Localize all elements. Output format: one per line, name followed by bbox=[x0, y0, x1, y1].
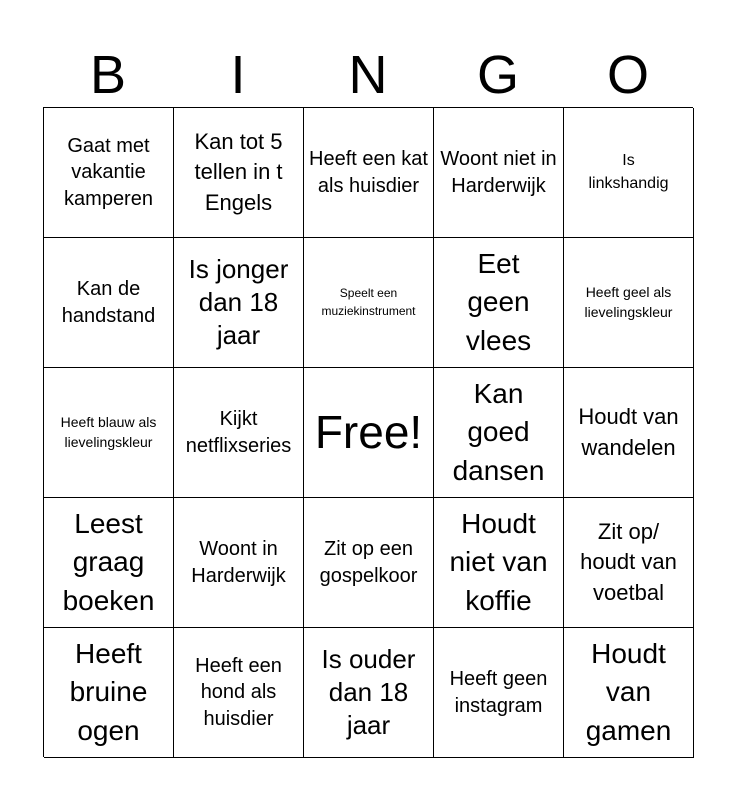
bingo-cell-r5-c2[interactable] bbox=[174, 628, 304, 758]
cell-text: Heeft een kat als huisdier bbox=[309, 148, 428, 197]
cell-text: Is jonger dan 18 jaar bbox=[188, 253, 289, 351]
cell-text: Gaat met vakantie kamperen bbox=[64, 134, 153, 210]
cell-text: Leest graag boeken bbox=[62, 508, 155, 616]
bingo-cell-r1-c4[interactable] bbox=[434, 108, 564, 238]
header-letter-n: N bbox=[348, 45, 388, 105]
header-letter-o: O bbox=[606, 45, 649, 105]
cell-text: Heeft geen instagram bbox=[449, 668, 548, 717]
bingo-cell-r2-c5[interactable] bbox=[564, 238, 694, 368]
cell-text: Houdt van gamen bbox=[585, 638, 672, 746]
cell-text: Kan tot 5 tellen in t Engels bbox=[194, 128, 283, 215]
bingo-cell-r4-c1[interactable] bbox=[44, 498, 174, 628]
bingo-cell-r5-c4[interactable] bbox=[434, 628, 564, 758]
cell-text: Houdt niet van koffie bbox=[449, 508, 548, 616]
header-letter-i: I bbox=[230, 45, 246, 105]
bingo-cell-r3-c3[interactable] bbox=[304, 368, 434, 498]
bingo-cell-r5-c1[interactable] bbox=[44, 628, 174, 758]
bingo-cell-r3-c5[interactable] bbox=[564, 368, 694, 498]
cell-text: Heeft bruine ogen bbox=[69, 638, 148, 746]
cell-text: Free! bbox=[314, 406, 423, 459]
cell-text: Zit op/ houdt van voetbal bbox=[580, 518, 677, 605]
bingo-cell-r2-c2[interactable] bbox=[174, 238, 304, 368]
cell-text: Heeft een hond als huisdier bbox=[195, 654, 282, 730]
bingo-cell-r2-c4[interactable] bbox=[434, 238, 564, 368]
bingo-cell-r1-c5[interactable] bbox=[564, 108, 694, 238]
bingo-cell-r4-c4[interactable] bbox=[434, 498, 564, 628]
bingo-cell-r1-c1[interactable] bbox=[44, 108, 174, 238]
bingo-cell-r5-c5[interactable] bbox=[564, 628, 694, 758]
cell-text: Woont niet in Harderwijk bbox=[440, 148, 557, 197]
bingo-cell-r2-c3[interactable] bbox=[304, 238, 434, 368]
bingo-cell-r3-c1[interactable] bbox=[44, 368, 174, 498]
cell-text: Is linkshandig bbox=[588, 152, 669, 192]
bingo-cell-r3-c2[interactable] bbox=[174, 368, 304, 498]
cell-text: Woont in Harderwijk bbox=[191, 538, 286, 587]
bingo-cell-r4-c3[interactable] bbox=[304, 498, 434, 628]
cell-text: Kan de handstand bbox=[61, 278, 156, 327]
bingo-cell-r4-c5[interactable] bbox=[564, 498, 694, 628]
header-letter-b: B bbox=[89, 45, 127, 105]
cell-text: Is ouder dan 18 jaar bbox=[321, 643, 416, 741]
bingo-header bbox=[43, 44, 693, 106]
cell-text: Houdt van wandelen bbox=[578, 404, 679, 460]
bingo-cell-r1-c3[interactable] bbox=[304, 108, 434, 238]
cell-text: Eet geen vlees bbox=[465, 248, 532, 356]
bingo-cell-r4-c2[interactable] bbox=[174, 498, 304, 628]
header-letter-g: G bbox=[476, 45, 519, 105]
cell-text: Heeft blauw als lievelingskleur bbox=[60, 413, 157, 450]
bingo-cell-r1-c2[interactable] bbox=[174, 108, 304, 238]
cell-text: Kan goed dansen bbox=[452, 378, 545, 486]
cell-text: Heeft geel als lievelingskleur bbox=[584, 283, 673, 320]
bingo-cell-r5-c3[interactable] bbox=[304, 628, 434, 758]
bingo-cell-r3-c4[interactable] bbox=[434, 368, 564, 498]
bingo-board bbox=[43, 107, 693, 757]
bingo-cell-r2-c1[interactable] bbox=[44, 238, 174, 368]
cell-text: Kijkt netflixseries bbox=[185, 408, 292, 457]
cell-text: Speelt een muziekinstrument bbox=[321, 286, 416, 318]
cell-text: Zit op een gospelkoor bbox=[319, 538, 418, 587]
